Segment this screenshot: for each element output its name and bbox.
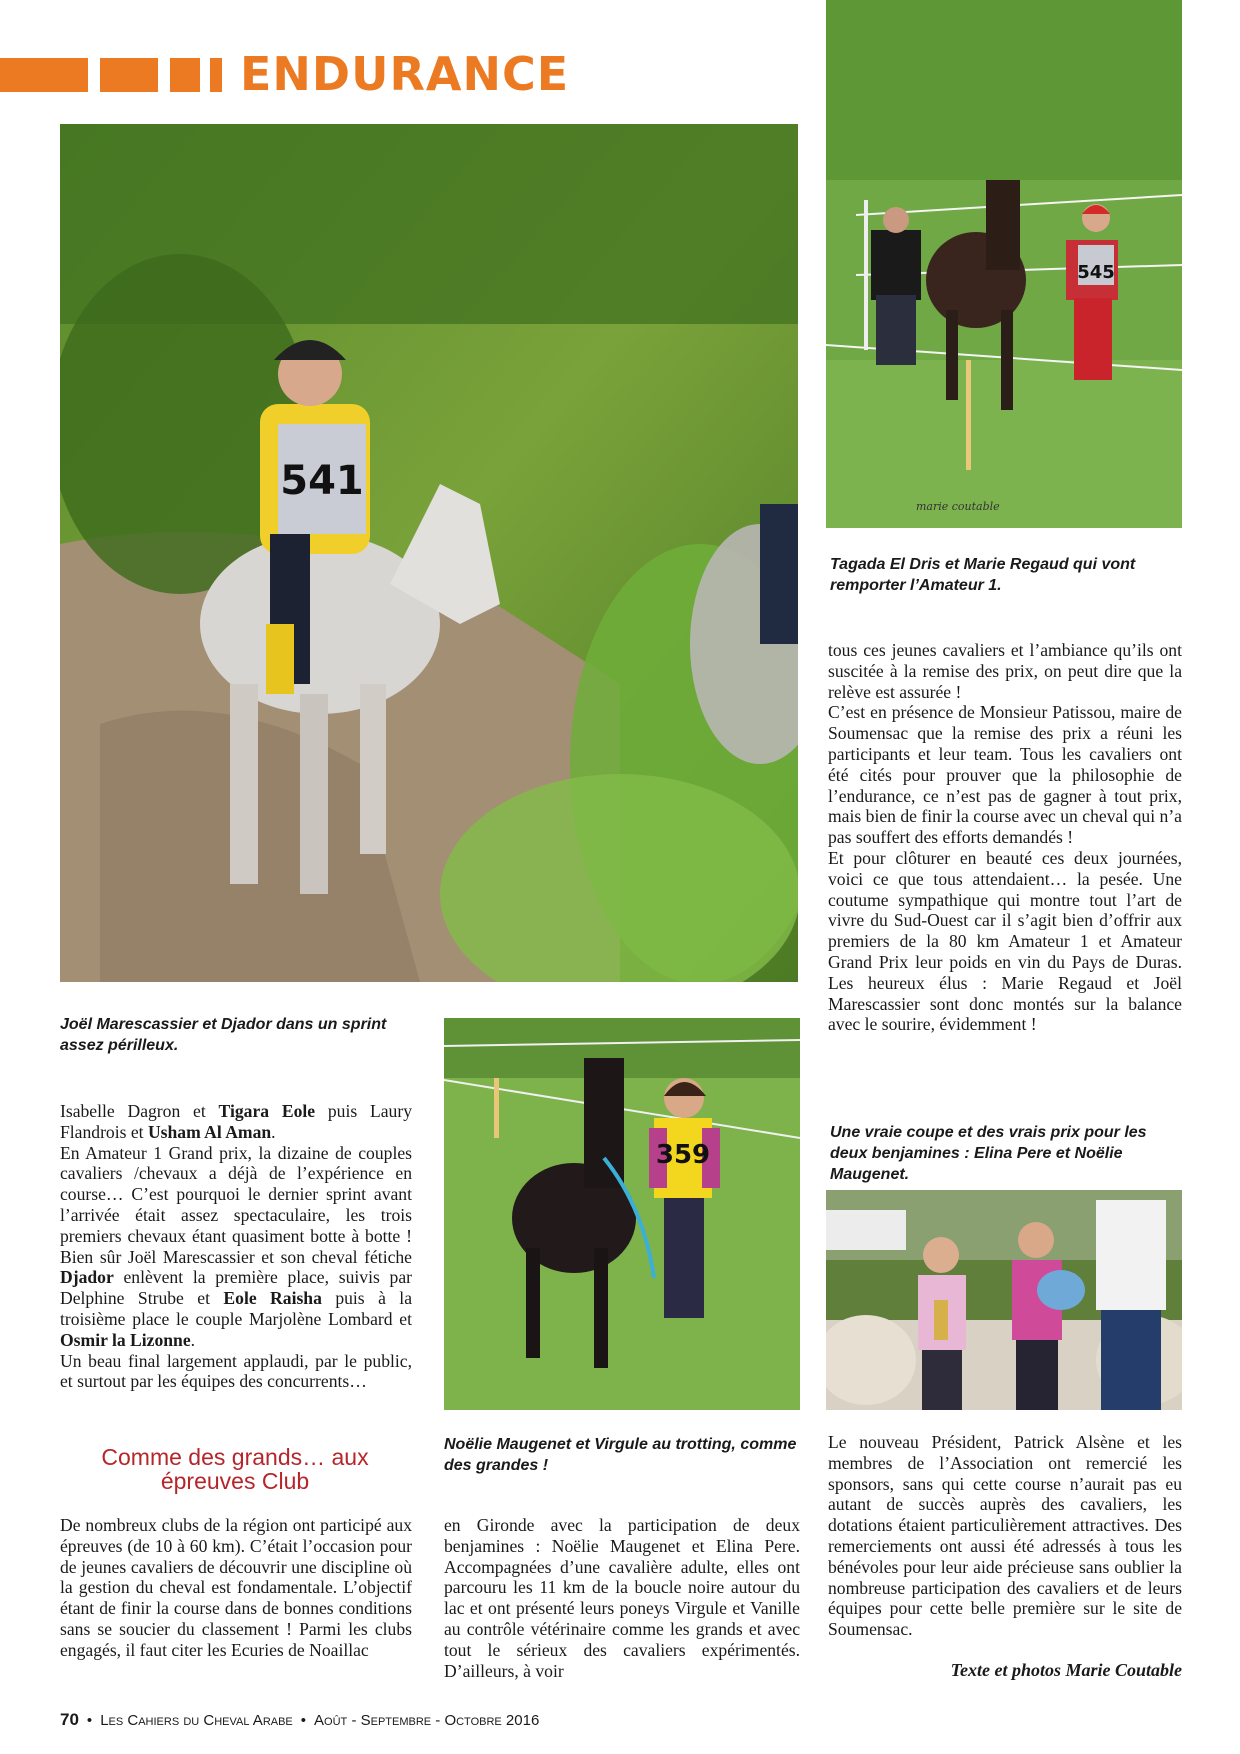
paragraph-clubs: De nombreux clubs de la région ont participé aux épreuves (de 10 à 60 km). C’était l’occasion pour de jeunes cavaliers de découvrir une discipline où la gestion du cheval est fondamentale. L’objectif étant de finir la course dans de bonnes conditions sans se soucier du classement ! Parmi les clubs engagés, il faut citer les Ecuries de Noaillac [60, 1515, 412, 1660]
caption-prizes: Une vraie coupe et des vrais prix pour les deux benjamines : Elina Pere et Noëlie Maugenet. [830, 1124, 1147, 1183]
paragraph-weighing: Et pour clôturer en beauté ces deux journées, voici ce que tous attendaient… la pesée. Une coutume sympathique qui montre tout l’art de vivre du Sud-Ouest car il s’agit bien d’offrir aux premiers de la 80 km Amateur 1 et Amateur Grand Prix leur poids en vin du Pays de Duras. Les heureux élus : Marie Regaud et Joël Marescassier sont donc montés sur la balance avec le sourire, évidemment ! [828, 847, 1182, 1035]
rider-bib-number: 541 [280, 458, 364, 504]
paragraph-final: Un beau final largement applaudi, par le public, et surtout par les équipes des concurrents… [60, 1350, 412, 1392]
article-column-3 [828, 640, 1182, 1035]
header-bar-medium [100, 58, 158, 92]
article-column-1 [60, 1101, 412, 1392]
text-run: puis à la troisième place le couple Marjolène Lombard et [60, 1288, 413, 1329]
article-signature: Texte et photos Marie Coutable [950, 1660, 1182, 1680]
article-column-1-lower [60, 1515, 412, 1661]
caption-rider-sprint: Joël Marescassier et Djador dans un sprint assez périlleux. [60, 1016, 387, 1054]
header-bar-long [0, 58, 88, 92]
paragraph-thanks: Le nouveau Président, Patrick Alsène et les membres de l’Association ont remercié les sponsors, sans qui cette course n’aurait pas eu autant de succès auprès des cavaliers, les dotations étaient particulièrement attractives. Des remerciements ont aussi été adressés à tous les bénévoles pour leur aide précieuse sans oublier la nombreuse participation des cavaliers et de leurs équipes pour cette belle première sur le site de Soumensac. [828, 1432, 1182, 1640]
text-run: Isabelle Dagron et [60, 1101, 219, 1121]
caption-trotting: Noëlie Maugenet et Virgule au trotting, comme des grandes ! [444, 1436, 797, 1474]
separator-dot: • [300, 1712, 307, 1729]
photo-credit: marie coutable [916, 500, 1000, 513]
paragraph-amateur-riders [60, 1101, 412, 1143]
horse-name: Osmir la Lizonne [60, 1329, 191, 1350]
article-column-3-lower [828, 1432, 1182, 1640]
horse-name: Eole Raisha [223, 1288, 322, 1309]
section-title: ENDURANCE [240, 47, 570, 101]
photo-rider-sprint [60, 124, 798, 982]
photo-prizes [826, 1190, 1182, 1410]
text-run: . [190, 1329, 196, 1350]
text-run: enlèvent la première place, suivis par Delphine Strube et [60, 1267, 412, 1309]
photo-trotting [444, 1018, 800, 1410]
page-number: 70 [60, 1710, 79, 1729]
paragraph-mayor: C’est en présence de Monsieur Patissou, maire de Soumensac que la remise des prix a réuni les participants et leur team. Tous les cavaliers ont été cités pour prouver que la philosophie de l’endurance, ce n’est pas de gagner à tout prix, mais bien de finir la course avec un cheval qui n’a pas souffert des efforts demandés ! [828, 702, 1182, 848]
text-run: puis Laury Flandrois et [60, 1101, 412, 1142]
trotting-bib-number: 359 [655, 1140, 711, 1170]
magazine-name: Les Cahiers du Cheval Arabe [100, 1712, 293, 1729]
subheading-club: Comme des grands… aux épreuves Club [101, 1444, 369, 1494]
horse-name: Djador [60, 1267, 114, 1288]
separator-dot: • [86, 1712, 93, 1729]
header-bar-small [170, 58, 200, 92]
caption-tagada-el-dris: Tagada El Dris et Marie Regaud qui vont remporter l’Amateur 1. [830, 556, 1136, 594]
photo-tagada-el-dris [826, 0, 1182, 528]
issue-date: Août - Septembre - Octobre 2016 [314, 1712, 540, 1729]
text-run: En Amateur 1 Grand prix, la dizaine de couples cavaliers /chevaux a déjà de l’expérience en course… C’est pourquoi le dernier sprint avant l’arrivée était assez spectaculaire, les trois premiers chevaux étant quasiment botte à botte ! Bien sûr Joël Marescassier et son cheval fétiche [60, 1142, 412, 1267]
paragraph-benjamines: en Gironde avec la participation de deux benjamines : Noëlie Maugenet et Elina Pere. Accompagnées d’une cavalière adulte, elles ont parcouru les 11 km de la boucle noire autour du lac et ont présenté leurs poneys Virgule et Vanille au contrôle vétérinaire comme les grands et avec tout le sérieux des cavaliers expérimentés. D’ailleurs, à voir [444, 1515, 800, 1681]
article-column-2 [444, 1515, 800, 1681]
header-bar-thin [210, 58, 222, 92]
paragraph-grand-prix [60, 1143, 412, 1351]
paragraph-young-riders: tous ces jeunes cavaliers et l’ambiance qu’ils ont suscitée à la remise des prix, on peut dire que la relève est assurée ! [828, 640, 1182, 702]
page-footer [60, 1710, 539, 1730]
girl-bib-number: 545 [1077, 262, 1115, 283]
horse-name: Usham Al Aman [147, 1121, 272, 1142]
text-run: . [271, 1121, 276, 1142]
horse-name: Tigara Eole [218, 1101, 316, 1121]
